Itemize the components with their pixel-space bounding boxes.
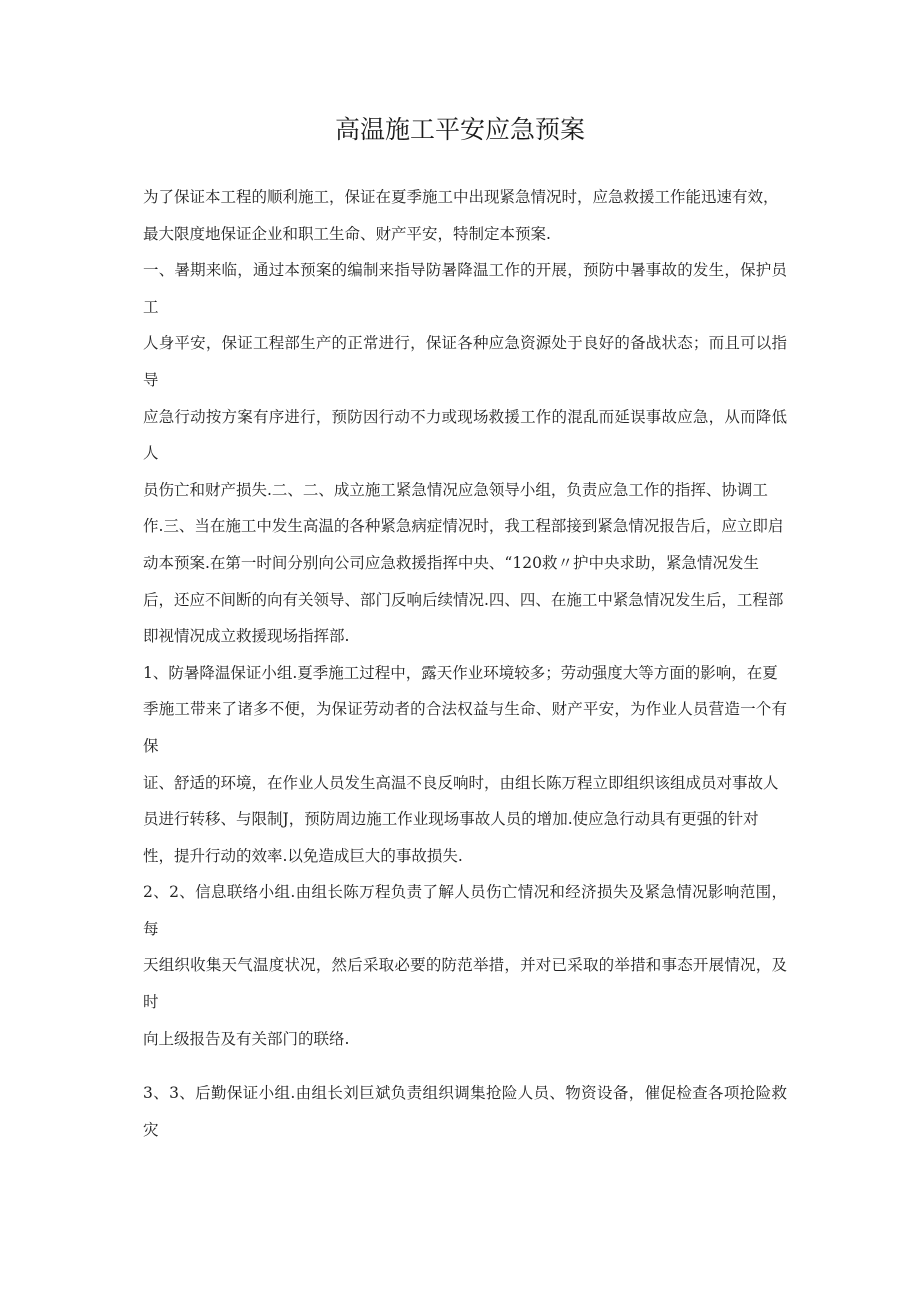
paragraph-item-3: 3、3、后勤保证小组.由组长刘巨斌负责组织调集抢险人员、物资设备，催促检查各项抢险救灾 <box>143 1084 787 1139</box>
document-body <box>143 179 787 1148</box>
paragraph-item-1: 1、防暑降温保证小组.夏季施工过程中，露天作业环境较多；劳动强度大等方面的影响，在夏 季施工带来了诸多不便，为保证劳动者的合法权益与生命、财产平安，为作业人员营造一个有保 证、舒适的环境，在作业人员发生高温不良反响时，由组长陈万程立即组织该组成员对事故人 员进行转移、与限制J，预防周边施工作业现场事故人员的增加.使应急行动具有更强的针对 性，提升行动的效率.以免造成巨大的事故损失. <box>143 663 787 865</box>
paragraph-intro: 为了保证本工程的顺利施工，保证在夏季施工中出现紧急情况时，应急救援工作能迅速有效， 最大限度地保证企业和职工生命、财产平安，特制定本预案. <box>143 188 779 243</box>
document-title: 高温施工平安应急预案 <box>334 115 585 144</box>
paragraph-item-2: 2、2、信息联络小组.由组长陈万程负责了解人员伤亡情况和经济损失及紧急情况影响范围，每 天组织收集天气温度状况，然后采取必要的防范举措，并对已采取的举措和事态开展情况，及时 向上级报告及有关部门的联络. <box>143 883 787 1048</box>
paragraph-section-1: 一、暑期来临，通过本预案的编制来指导防暑降温工作的开展，预防中暑事故的发生，保护员工 人身平安，保证工程部生产的正常进行，保证各种应急资源处于良好的备战状态；而且可以指导 应急行动按方案有序进行，预防因行动不力或现场救援工作的混乱而延误事故应急，从而降低人 员伤亡和财产损失.二、二、成立施工紧急情况应急领导小组，负责应急工作的指挥、协调工 作.三、当在施工中发生高温的各种紧急病症情况时，我工程部接到紧急情况报告后，应立即启 动本预案.在第一时间分别向公司应急救援指挥中央、“120救〃护中央求助，紧急情况发生 后，还应不间断的向有关领导、部门反响后续情况.四、四、在施工中紧急情况发生后，工程部 即视情况成立救援现场指挥部. <box>143 261 787 646</box>
